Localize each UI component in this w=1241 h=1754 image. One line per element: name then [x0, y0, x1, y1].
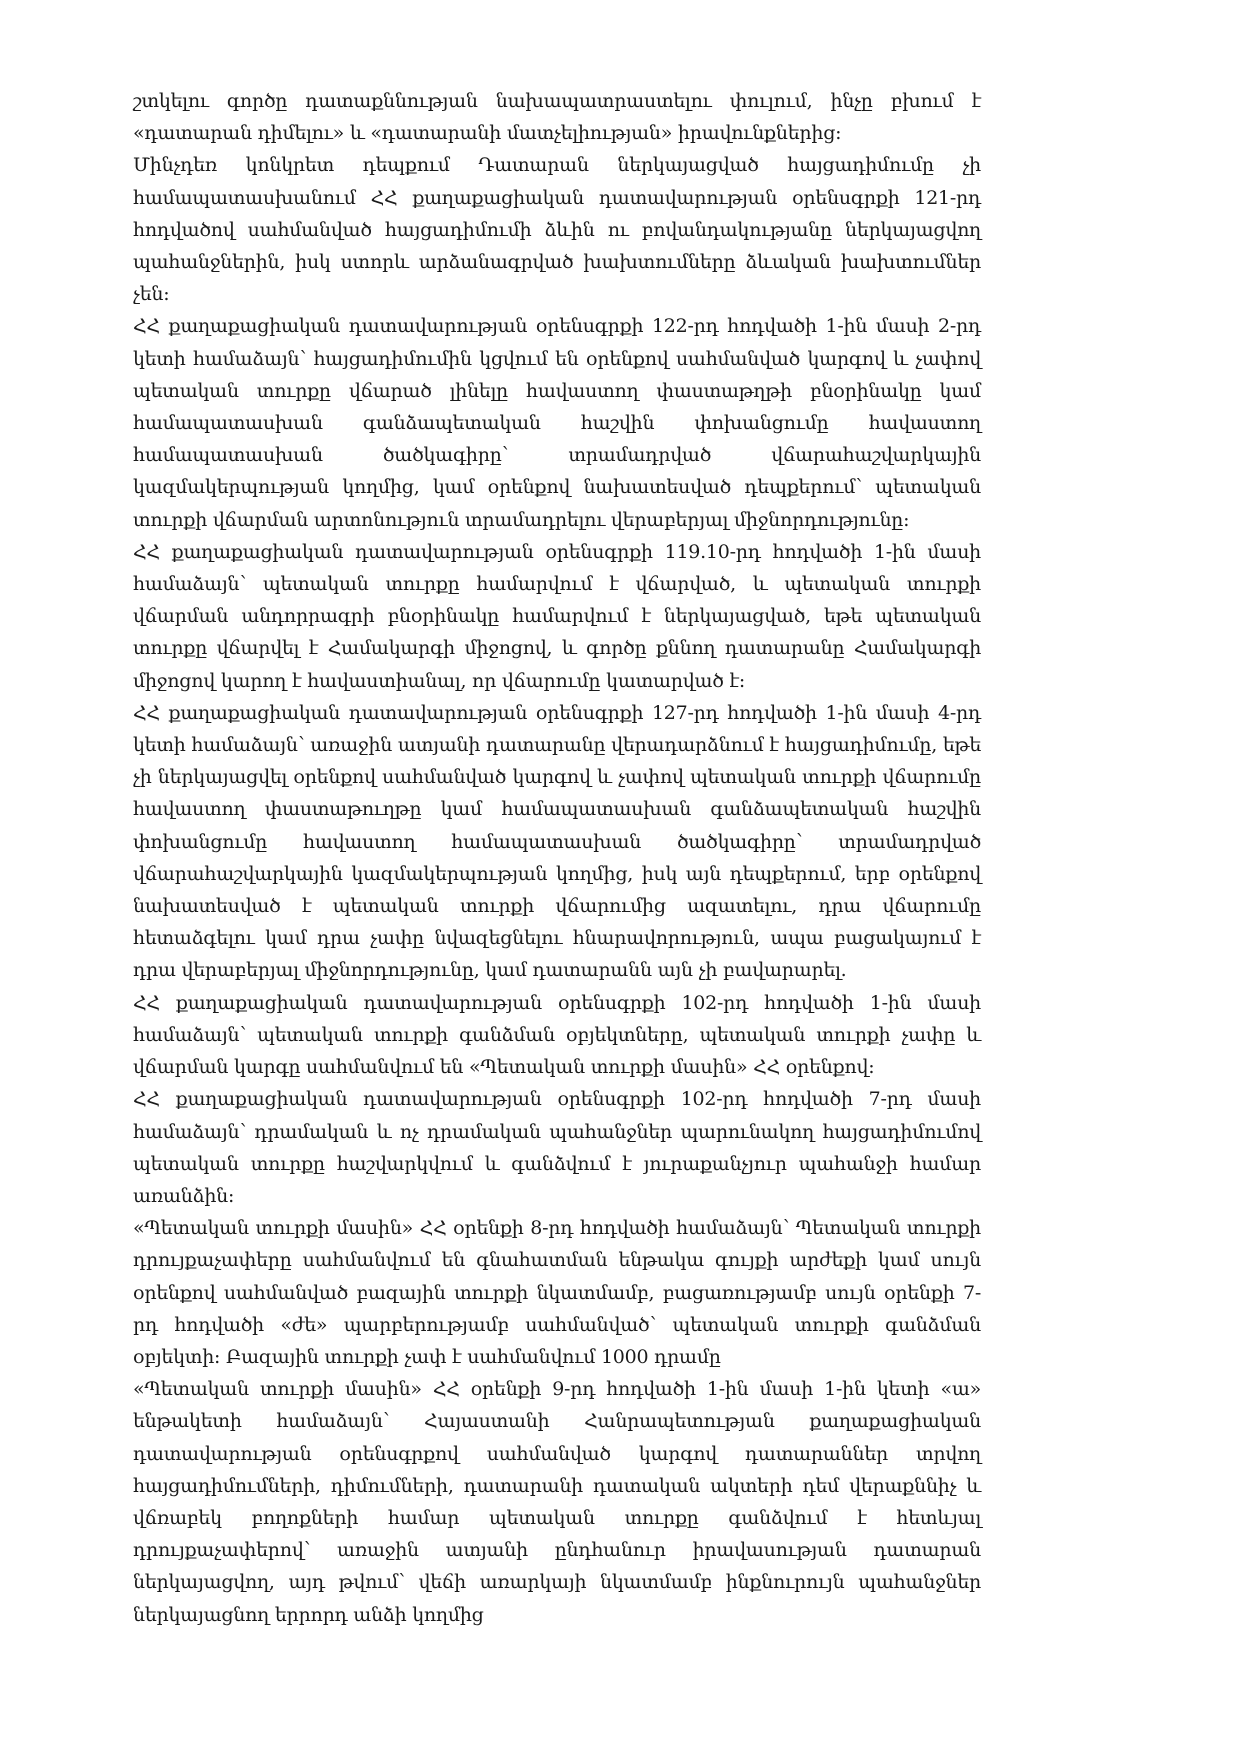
paragraph-continuation: շտկելու գործը դատաքննության նախապատրաստելու փուլում, ինչը բխում է «դատարան դիմելու» և «դատարանի մատչելիության» իրավունքներից:	[133, 90, 981, 145]
paragraph-article-102-part-1: ՀՀ քաղաքացիական դատավարության օրենսգրքի 102-րդ հոդվածի 1-ին մասի համաձայն՝ պետական տուրքի գանձման օբյեկտները, պետական տուրքի չափը և վճարման կարգը սահմանվում են «Պետական տուրքի մասին» ՀՀ օրենքով:	[133, 991, 981, 1079]
paragraph-article-122: ՀՀ քաղաքացիական դատավարության օրենսգրքի 122-րդ հոդվածի 1-ին մասի 2-րդ կետի համաձայն՝ հայցադիմումին կցվում են օրենքով սահմանված կարգով և չափով պետական տուրքը վճարած լինելը հավաստող փաստաթղթի բնօրինակը կամ համապատասխան գանձապետական հաշվին փոխանցումը հավաստող համապատասխան ծածկագիրը՝ տրամադրված վճարահաշվարկային կազմակերպության կողմից, կամ օրենքով նախատեսված դեպքերում՝ պետական տուրքի վճարման արտոնություն տրամադրելու վերաբերյալ միջնորդությունը:	[133, 315, 981, 531]
paragraph-article-127: ՀՀ քաղաքացիական դատավարության օրենսգրքի 127-րդ հոդվածի 1-ին մասի 4-րդ կետի համաձայն՝ առաջին ատյանի դատարանը վերադարձնում է հայցադիմումը, եթե չի ներկայացվել օրենքով սահմանված կարգով և չափով պետական տուրքի վճարումը հավաստող փաստաթուղթը կամ համապատասխան գանձապետական հաշվին փոխանցումը հավաստող համապատասխան ծածկագիրը՝ տրամադրված վճարահաշվարկային կազմակերպության կողմից, իսկ այն դեպքերում, երբ օրենքով նախատեսված է պետական տուրքի վճարումից ազատելու, դրա վճարումը հետաձգելու կամ դրա չափը նվազեցնելու հնարավորություն, ապա բացակայում է դրա վերաբերյալ միջնորդությունը, կամ դատարանն այն չի բավարարել.	[133, 701, 981, 982]
paragraph-state-duty-law-article-8: «Պետական տուրքի մասին» ՀՀ օրենքի 8-րդ հոդվածի համաձայն՝ Պետական տուրքի դրույքաչափերը սահմանվում են գնահատման ենթակա գույքի արժեքի կամ սույն օրենքով սահմանված բազային տուրքի նկատմամբ, բացառությամբ սույն օրենքի 7-րդ հոդվածի «ժե» պարբերությամբ սահմանված՝ պետական տուրքի գանձման օբյեկտի: Բազային տուրքի չափ է սահմանվում 1000 դրամը	[133, 1217, 981, 1368]
paragraph-form-violation: Մինչդեռ կոնկրետ դեպքում Դատարան ներկայացված հայցադիմումը չի համապատասխանում ՀՀ քաղաքացիական դատավարության օրենսգրքի 121-րդ հոդվածով սահմանված հայցադիմումի ձևին ու բովանդակությանը ներկայացվող պահանջներին, իսկ ստորև արձանագրված խախտումները ձևական խախտումներ չեն:	[133, 154, 981, 306]
paragraph-state-duty-law-article-9: «Պետական տուրքի մասին» ՀՀ օրենքի 9-րդ հոդվածի 1-ին մասի 1-ին կետի «ա» ենթակետի համաձայն՝ Հայաստանի Հանրապետության քաղաքացիական դատավարության օրենսգրքով սահմանված կարգով դատարաններ տրվող հայցադիմումների, դիմումների, դատարանի դատական ակտերի դեմ վերաքննիչ և վճռաբեկ բողոքների համար պետական տուրքը գանձվում է հետևյալ դրույքաչափերով՝ առաջին ատյանի ընդհանուր իրավասության դատարան ներկայացվող, այդ թվում՝ վեճի առարկայի նկատմամբ ինքնուրույն պահանջներ ներկայացնող երրորդ անձի կողմից	[133, 1378, 981, 1626]
paragraph-article-102-part-7: ՀՀ քաղաքացիական դատավարության օրենսգրքի 102-րդ հոդվածի 7-րդ մասի համաձայն՝ դրամական և ոչ դրամական պահանջներ պարունակող հայցադիմումով պետական տուրքը հաշվարկվում և գանձվում է յուրաքանչյուր պահանջի համար առանձին:	[133, 1088, 981, 1207]
document-page	[133, 85, 981, 1631]
paragraph-article-119-10: ՀՀ քաղաքացիական դատավարության օրենսգրքի 119.10-րդ հոդվածի 1-ին մասի համաձայն՝ պետական տուրքը համարվում է վճարված, և պետական տուրքի վճարման անդորրագրի բնօրինակը համարվում է ներկայացված, եթե պետական տուրքը վճարվել է Համակարգի միջոցով, և գործը քննող դատարանը Համակարգի միջոցով կարող է հավաստիանալ, որ վճարումը կատարված է:	[133, 540, 981, 692]
